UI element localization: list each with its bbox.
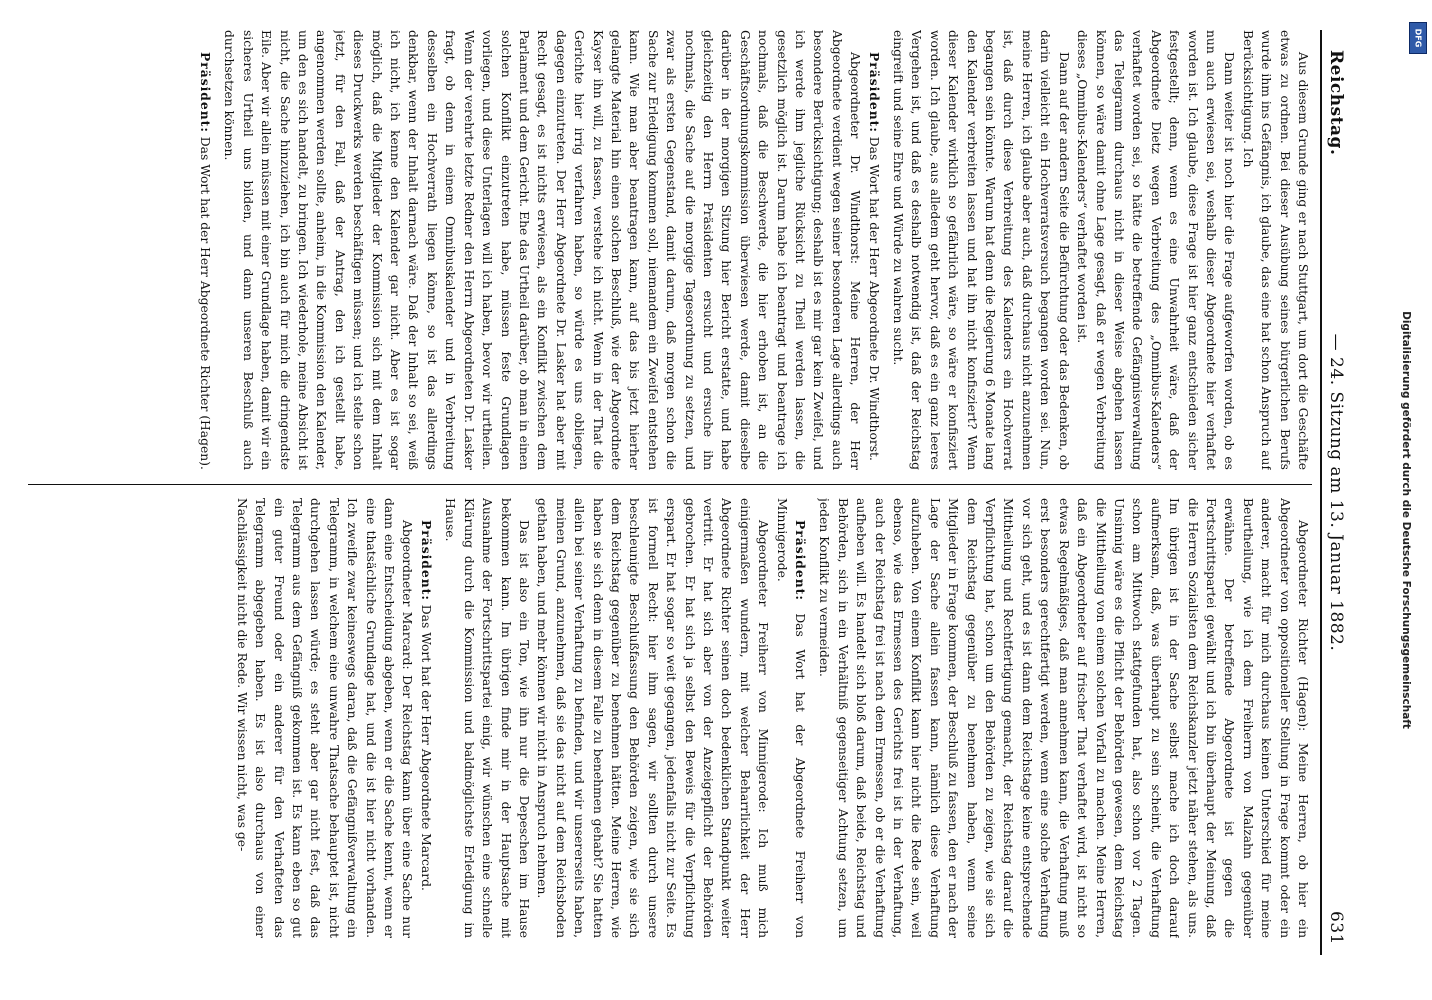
dfg-logo-text: DFG xyxy=(1413,28,1423,48)
header-rule xyxy=(1320,30,1322,955)
attribution xyxy=(1386,120,1426,920)
column-divider xyxy=(28,484,1312,485)
speaker-label: Präsident: xyxy=(866,52,882,133)
paragraph-text: Abgeordneter Freiherr von Minnigerode: Ich muß mich einigermaßen wundern, mit welcher Beharrlichkeit der Herr Abgeordnete Richter seinen doch bedenklichen Standpunkt weiter vertritt. Er hat sich aber von der Anzeigepflicht der Behörden gebrochen. Er hat sich ja selbst den Beweis für die Verpflichtung erspart. Er hat sogar so weit gegangen, jedenfalls nicht zur Seite. Es ist formell Recht: hier ihm sagen, wir sollten durch unsere beschleunigte Beschlußfassung den Behörden zeigen, wie sie sich dem Reichstag gegenüber zu benehmen hätten. Meine Herren, wie haben sie sich denn in diesem Falle zu benehmen gehabt? Sie hatten allein bei seiner Verhaftung zu befinden, und wir unsererseits haben, meinen Grund, anzunehmen, daß sie das nicht auf dem Reichsboden gethan haben, und mehr können wir nicht in Anspruch nehmen. xyxy=(535,498,771,938)
speaker-label: Präsident: xyxy=(198,52,214,133)
paragraph-text: Dann weiter ist noch hier die Frage aufgeworfen worden, ob es nun auch erwiesen sei, weshalb dieser Abgeordnete hier verhaftet worden ist. Ich glaube, diese Frage ist hier ganz entschieden sicher festgestellt; denn, wenn es eine Unwahrheit wäre, daß der Abgeordnete Dietz wegen Verbreitung des „Omnibus-Kalenders“ verhaftet worden sei, so hätte die betreffende Gefängnisverwaltung das Telegramm durchaus nicht in dieser Weise abgehen lassen können, so wäre damit ohne Lage gesagt, daß er wegen Verbreitung dieses „Omnibus-Kalenders“ verhaftet worden ist. xyxy=(1075,30,1237,470)
paragraph-text: Das Wort hat der Herr Abgeordnete Dr. Windthorst. xyxy=(866,136,881,461)
paragraph-text: Das Wort hat der Herr Abgeordnete Richter (Hagen). xyxy=(198,136,213,470)
paragraph-text: Aus diesem Grunde ging er nach Stuttgart, um dort die Geschäfte etwas zu ordnen. Bei dieser Ausübung seines bürgerlichen Berufs wurde ihm ins Gefängnis, ich glaube, das eine hat schon Anspruch auf Berücksichtigung. Ich xyxy=(1240,30,1310,470)
left-column-paragraph xyxy=(1238,30,1312,470)
attribution-text: Digitalisierung gefördert durch die Deutsche Forschungsgemeinschaft xyxy=(1400,311,1412,729)
left-column-paragraph xyxy=(196,30,214,470)
paragraph-text: Das Wort hat der Herr Abgeordnete Marcard. xyxy=(418,604,433,891)
right-column-paragraph xyxy=(232,498,416,938)
left-column xyxy=(28,30,1312,470)
running-head xyxy=(1322,30,1348,955)
right-column-paragraph xyxy=(417,498,435,938)
paragraph-text: Abgeordneter Marcard: Der Reichstag kann über eine Sache nur dann eine Entscheidung abgeben, wenn er die Sache kennt, wenn er eine thatsächliche Grundlage hat, und die ist hier nicht vorhanden. Ich zweifle zwar keineswegs daran, daß die Gefängnißverwaltung ein Telegramm, in welchem eine unwahre Thatsache behauptet ist, nicht durchgehen lassen würde; es steht aber gar nicht fest, daß das Telegramm aus dem Gefängniß gekommen ist. Es kann eben so gut ein guter Freund oder ein anderer für den Verhafteten das Telegramm abgegeben haben. Es ist also durchaus von einer Nachlässigkeit nicht die Rede. Wir wissen nicht, was ge- xyxy=(234,498,415,938)
header-center: — 24. Sitzung am 13. Januar 1882. xyxy=(1326,333,1346,652)
dfg-logo xyxy=(1409,22,1427,54)
page-body xyxy=(28,30,1348,955)
left-column-paragraph xyxy=(1073,30,1239,470)
right-column-paragraph xyxy=(533,498,772,938)
paragraph-text: Das Wort hat der Abgeordnete Freiherr von Minnigerode. xyxy=(774,498,808,938)
paragraph-text: Abgeordneter Dr. Windthorst: Meine Herren, der Herr Abgeordnete verdient wegen seiner besonderen Lage allerdings auch besondere Berücksichtigung; deshalb ist es mir gar kein Zweifel, und ich werde ihm jegliche Rücksicht zu Theil werden lassen, die gesetzlich möglich ist. Darum habe ich beantragt und beantrage ich nochmals, daß die Beschwerde, die hier erhoben ist, an die Geschäftsordnungskommission überwiesen werde, damit dieselbe darüber in der morgigen Sitzung hier Bericht erstatte, und habe gleichzeitig den Herrn Präsidenten ersucht und ersuche ihn nochmals, die Sache auf die morgige Tagesordnung zu setzen, und zwar als ersten Gegenstand, damit darum, daß morgen schon die Sache zur Erledigung kommen soll, niemandem ein Zweifel entstehen kann. Wie man aber beantragen kann, auf das bis jetzt hierher gelangte Material hin einen solchen Beschluß, wie der Abgeordnete Kayser ihn will, zu fassen, verstehe ich nicht. Wenn in der That die Gerichte hier irrig verfahren haben, so würde es uns obliegen, dagegen einzutreten. Der Herr Abgeordnete Dr. Lasker hat aber mit Recht gesagt, es ist nichts erwiesen, als ein Konflikt zwischen dem Parlament und dem Gericht. Ehe das Urtheil darüber, ob man in einen solchen Konflikt einzutreten habe, müssen feste Grundlagen vorliegen, und diese Unterlagen will ich haben, bevor wir urtheilen. Wenn der verehrte letzte Redner den Herrn Abgeordneten Dr. Lasker fragt, ob denn in einem Omnibuskalender und in Verbreitung desselben ein Hochverrath liegen könne, so ist das allerdings denkbar, wenn der Inhalt darnach wäre. Daß der Inhalt so sei, weiß ich nicht, ich kenne den Kalender gar nicht. Aber es ist sogar möglich, daß die Mitglieder der Kommission sich mit dem Inhalt dieses Druckwerks werden beschäftigen müssen; und ich stelle schon jetzt, für den Fall, daß der Antrag, den ich gestellt habe, angenommen werden sollte, anheim, in die Kommission den Kalender, um den es sich handelt, zu bringen. Ich wiederhole, meine Absicht ist nicht, die Sache hinzuziehen, ich bin auch für mich die dringendste Eile. Aber wir allein müssen mit einer Grundlage haben, damit wir ein sicheres Urtheil uns bilden, und dann unseren Beschluß auch durchsetzen können. xyxy=(222,30,863,470)
paragraph-text: Dann auf der andern Seite die Befürchtung oder das Bedenken, ob darin vielleicht ein Hochverratsversuch begangen worden sei. Nun, meine Herren, ich glaube aber auch, daß durchaus nicht anzunehmen ist, daß durch diese Verbreitung des Kalenders ein Hochverrat begangen sein könnte. Warum hat denn die Regierung 6 Monate lang den Kalender verbreiten lassen und hat ihn nicht konfisziert? Wenn dieser Kalender wirklich so gefährlich wäre, so wäre er konfisziert worden. Ich glaube, aus alledem geht hervor, daß es ein ganz leeres Vergehen ist, und daß es deshalb notwendig ist, daß der Reichstag eingreift und seine Ehre und Würde zu wahren sucht. xyxy=(891,30,1071,470)
speaker-label: Präsident: xyxy=(418,520,434,601)
paragraph-text: Abgeordneter Richter (Hagen): Meine Herren, ob hier ein Abgeordneter von oppositioneller Stellung in Frage kommt oder ein anderer, macht für mich durchaus keinen Unterschied für meine Beurtheilung, wie ich dem Freiherrn von Malzahn gegenüber erwähne. Der betreffende Abgeordnete ist gegen die Fortschrittspartei gewählt und ich bin überhaupt der Meinung, daß die Herren Sozialisten dem Reichskanzler jetzt näher stehen, als uns. Im übrigen ist in der Sache selbst mache ich doch darauf aufmerksam, daß, was überhaupt zu sein scheint, die Verhaftung schon am Mittwoch stattgefunden hat, also schon vor 2 Tagen. Unsinnig wäre es die Pflicht der Behörden gewesen, dem Reichstag die Mittheilung von einem solchen Vorfall zu machen. Meine Herren, daß ein Abgeordneter auf frischer That verhaftet wird, ist nicht so etwas Regelmäßiges, daß man annehmen kann, die Verhaftung muß erst besonders gerechtfertigt werden, wenn eine solche Verhaftung vor sich geht, und es ist dann dem Reichstage keine entsprechende Mittheilung und Rechtfertigung gemacht, der Reichstag darauf die Verpflichtung hat, schon um den Behörden zu zeigen, wie sie sich dem Reichstag gegenüber zu benehmen haben, wenn seine Mitglieder in Frage kommen, der Beschluß zu fassen, den er nach der Lage der Sache allein fassen kann, nämlich diese Verhaftung aufzuheben. Von einem Konflikt kann hier nicht die Rede sein, weil ebenso, wie das Ermessen des Gerichts frei ist in der Verhaftung, auch der Reichstag frei ist nach dem Ermessen, ob er die Verhaftung aufheben will. Es handelt sich bloß darum, daß beide, Reichstag und Behörden, sich in ein Verhältniß gegenseitiger Achtung setzen, um jeden Konflikt zu vermeiden. xyxy=(817,498,1310,938)
right-column-paragraph xyxy=(441,498,533,938)
left-column-paragraph xyxy=(220,30,864,470)
left-column-paragraph xyxy=(864,30,882,470)
header-left: Reichstag. xyxy=(1326,50,1346,156)
right-column xyxy=(28,498,1312,938)
speaker-label: Präsident: xyxy=(793,520,809,601)
right-column-paragraph xyxy=(815,498,1312,938)
paragraph-text: Das ist also ein Ton, wie ihn nur die Depeschen im Hause bekommen kann. Im übrigen finde mir in der Hauptsache mit Ausnahme der Fortschrittspartei einig, wir wünschen eine schnelle Klärung durch die Kommission und baldmöglichste Erledigung im Hause. xyxy=(443,498,531,938)
right-column-paragraph xyxy=(772,498,809,938)
page-number: 631 xyxy=(1326,911,1346,945)
left-column-paragraph xyxy=(889,30,1073,470)
